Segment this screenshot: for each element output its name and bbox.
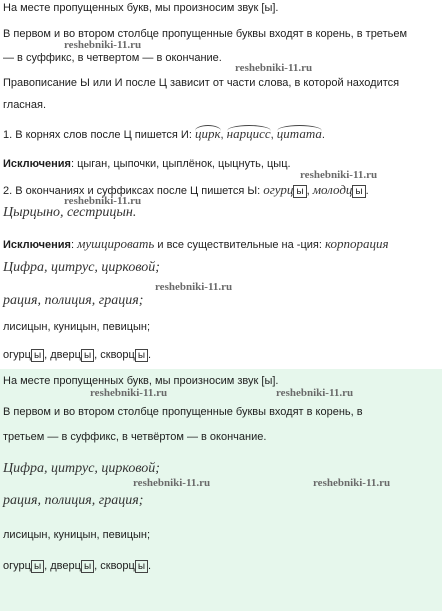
watermark: reshebniki-11.ru	[235, 62, 313, 74]
paragraph-line: — в суффикс, в четвертом — в окончание.	[3, 52, 222, 64]
paragraph-line: Правописание Ы или И после Ц зависит от части слова, в которой находится	[3, 77, 400, 89]
watermark: reshebniki-11.ru	[64, 195, 142, 207]
answer-row-1: Цифра, цитрус, цирковой;	[3, 260, 160, 275]
root-word: цирк	[194, 126, 221, 141]
watermark: reshebniki-11.ru	[313, 477, 391, 489]
root-word: цитата	[276, 126, 322, 141]
watermark: reshebniki-11.ru	[64, 39, 142, 51]
exception-word: корпорация	[324, 236, 389, 251]
exceptions-text: : цыган, цыпочки, цыплёнок, цыцнуть, цыц.	[70, 158, 291, 170]
ending-box: ы	[135, 560, 148, 573]
rule-1: 1. В корнях слов после Ц пишется И: цирк, нарцисс, цитата.	[3, 126, 325, 141]
watermark: reshebniki-11.ru	[90, 387, 168, 399]
ending-box: ы	[31, 560, 44, 573]
rule-2: 2. В окончаниях и суффиксах после Ц пишется Ы: огурц ы , молодц ы .	[3, 182, 369, 197]
root-word: нарцисс	[226, 126, 271, 141]
exceptions-label: Исключения	[3, 158, 71, 170]
intro-line: На месте пропущенных букв, мы произносим звук [ы].	[3, 2, 279, 14]
answer-row-1: Цифра, цитрус, цирковой;	[3, 461, 160, 476]
exception-word: мушцировать	[77, 236, 155, 251]
exceptions-2: Исключения: мушцировать и все существительные на -ция: корпорация	[3, 236, 389, 251]
watermark: reshebniki-11.ru	[276, 387, 354, 399]
answer-row-2: рация, полиция, грация;	[3, 293, 144, 308]
answer-intro: На месте пропущенных букв, мы произносим звук [ы].	[3, 375, 279, 387]
answer-row-3: лисицын, куницын, певицын;	[3, 321, 151, 333]
answer-row-4: огурц ы , дверц ы , скворц ы .	[3, 560, 152, 572]
answer-line: В первом и во втором столбце пропущенные буквы входят в корень, в	[3, 406, 363, 418]
exceptions-label: Исключения	[3, 239, 71, 251]
ending-box: ы	[31, 349, 44, 362]
ending-box: ы	[81, 349, 94, 362]
ending-box: ы	[293, 185, 306, 198]
answer-row-4: огурц ы , дверц ы , скворц ы .	[3, 349, 152, 361]
paragraph-line: В первом и во втором столбце пропущенные буквы входят в корень, в третьем	[3, 28, 408, 40]
rule-1-text: 1. В корнях слов после Ц пишется И:	[3, 129, 195, 141]
watermark: reshebniki-11.ru	[133, 477, 211, 489]
paragraph-line: гласная.	[3, 99, 47, 111]
exceptions-1	[3, 158, 291, 170]
ending-box: ы	[135, 349, 148, 362]
example-word: огурц	[263, 182, 294, 197]
watermark: reshebniki-11.ru	[300, 169, 378, 181]
suffix-examples: Цырцыно, сестрицын.	[3, 205, 137, 220]
answer-row-3: лисицын, куницын, певицын;	[3, 529, 151, 541]
example-word: молодц	[312, 182, 353, 197]
watermark: reshebniki-11.ru	[155, 281, 233, 293]
answer-line: третьем — в суффикс, в четвёртом — в окончание.	[3, 431, 267, 443]
ending-box: ы	[81, 560, 94, 573]
answer-row-2: рация, полиция, грация;	[3, 493, 144, 508]
rule-2-text: 2. В окончаниях и суффиксах после Ц пишется Ы:	[3, 185, 264, 197]
ending-box: ы	[352, 185, 365, 198]
